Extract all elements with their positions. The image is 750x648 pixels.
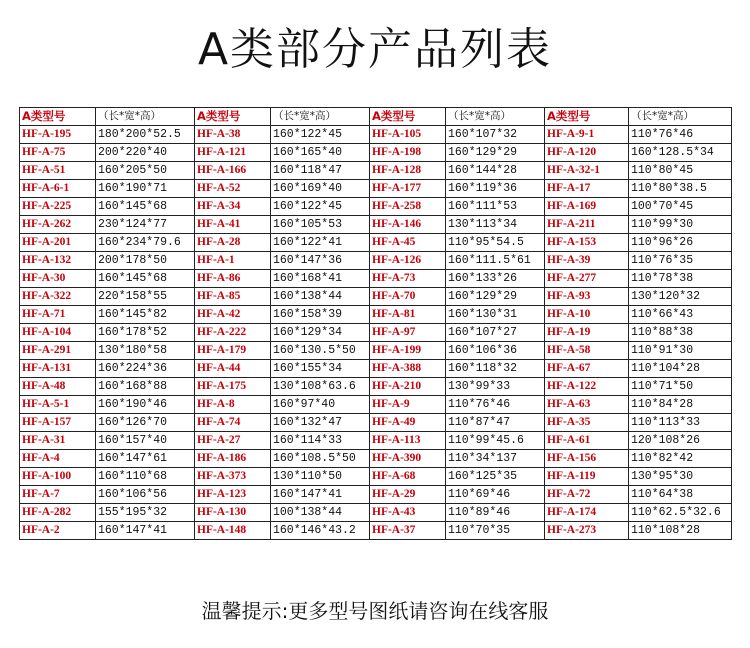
model-cell: HF-A-258 (370, 198, 446, 216)
model-cell: HF-A-132 (20, 252, 96, 270)
size-cell: 160*122*41 (271, 234, 370, 252)
size-cell: 160*122*45 (271, 126, 370, 144)
size-cell: 160*147*41 (96, 522, 195, 540)
model-cell: HF-A-67 (545, 360, 629, 378)
model-cell: HF-A-123 (195, 486, 271, 504)
size-cell: 110*91*30 (629, 342, 732, 360)
model-cell: HF-A-52 (195, 180, 271, 198)
contact-tip: 温馨提示:更多型号图纸请咨询在线客服 (201, 599, 549, 623)
model-cell: HF-A-211 (545, 216, 629, 234)
size-cell: 160*190*71 (96, 180, 195, 198)
model-cell: HF-A-72 (545, 486, 629, 504)
size-cell: 160*147*61 (96, 450, 195, 468)
model-cell: HF-A-71 (20, 306, 96, 324)
model-cell: HF-A-8 (195, 396, 271, 414)
size-cell: 160*205*50 (96, 162, 195, 180)
model-cell: HF-A-122 (545, 378, 629, 396)
model-cell: HF-A-210 (370, 378, 446, 396)
model-cell: HF-A-44 (195, 360, 271, 378)
header-model: A类型号 (20, 108, 96, 126)
size-cell: 160*133*26 (446, 270, 545, 288)
model-cell: HF-A-199 (370, 342, 446, 360)
header-size: （长*宽*高） (271, 108, 370, 126)
header-model: A类型号 (545, 108, 629, 126)
model-cell: HF-A-43 (370, 504, 446, 522)
model-cell: HF-A-51 (20, 162, 96, 180)
table-header-row (20, 108, 732, 126)
model-cell: HF-A-31 (20, 432, 96, 450)
model-cell: HF-A-156 (545, 450, 629, 468)
size-cell: 160*165*40 (271, 144, 370, 162)
model-cell: HF-A-179 (195, 342, 271, 360)
model-cell: HF-A-225 (20, 198, 96, 216)
model-cell: HF-A-28 (195, 234, 271, 252)
size-cell: 110*71*50 (629, 378, 732, 396)
size-cell: 160*122*45 (271, 198, 370, 216)
table-row (20, 414, 732, 432)
table-row (20, 234, 732, 252)
model-cell: HF-A-198 (370, 144, 446, 162)
model-cell: HF-A-38 (195, 126, 271, 144)
size-cell: 130*180*58 (96, 342, 195, 360)
size-cell: 160*111*53 (446, 198, 545, 216)
size-cell: 110*108*28 (629, 522, 732, 540)
size-cell: 160*125*35 (446, 468, 545, 486)
size-cell: 110*69*46 (446, 486, 545, 504)
model-cell: HF-A-177 (370, 180, 446, 198)
size-cell: 110*76*46 (446, 396, 545, 414)
table-row (20, 342, 732, 360)
model-cell: HF-A-70 (370, 288, 446, 306)
model-cell: HF-A-148 (195, 522, 271, 540)
model-cell: HF-A-322 (20, 288, 96, 306)
size-cell: 110*66*43 (629, 306, 732, 324)
size-cell: 110*78*38 (629, 270, 732, 288)
size-cell: 160*129*29 (446, 288, 545, 306)
model-cell: HF-A-282 (20, 504, 96, 522)
size-cell: 160*106*56 (96, 486, 195, 504)
model-cell: HF-A-41 (195, 216, 271, 234)
model-cell: HF-A-42 (195, 306, 271, 324)
model-cell: HF-A-27 (195, 432, 271, 450)
table-row (20, 468, 732, 486)
model-cell: HF-A-97 (370, 324, 446, 342)
table-row (20, 432, 732, 450)
size-cell: 110*62.5*32.6 (629, 504, 732, 522)
model-cell: HF-A-6-1 (20, 180, 96, 198)
size-cell: 160*130.5*50 (271, 342, 370, 360)
size-cell: 110*104*28 (629, 360, 732, 378)
model-cell: HF-A-32-1 (545, 162, 629, 180)
model-cell: HF-A-388 (370, 360, 446, 378)
size-cell: 160*106*36 (446, 342, 545, 360)
model-cell: HF-A-153 (545, 234, 629, 252)
model-cell: HF-A-195 (20, 126, 96, 144)
model-cell: HF-A-128 (370, 162, 446, 180)
size-cell: 160*224*36 (96, 360, 195, 378)
size-cell: 110*80*45 (629, 162, 732, 180)
model-cell: HF-A-68 (370, 468, 446, 486)
size-cell: 160*234*79.6 (96, 234, 195, 252)
size-cell: 110*99*30 (629, 216, 732, 234)
size-cell: 110*34*137 (446, 450, 545, 468)
model-cell: HF-A-9-1 (545, 126, 629, 144)
size-cell: 160*129*29 (446, 144, 545, 162)
model-cell: HF-A-100 (20, 468, 96, 486)
size-cell: 160*169*40 (271, 180, 370, 198)
size-cell: 110*88*38 (629, 324, 732, 342)
table-row (20, 396, 732, 414)
table-row (20, 144, 732, 162)
size-cell: 110*80*38.5 (629, 180, 732, 198)
model-cell: HF-A-30 (20, 270, 96, 288)
table-row (20, 378, 732, 396)
size-cell: 130*99*33 (446, 378, 545, 396)
size-cell: 160*178*52 (96, 324, 195, 342)
model-cell: HF-A-34 (195, 198, 271, 216)
size-cell: 160*118*32 (446, 360, 545, 378)
model-cell: HF-A-119 (545, 468, 629, 486)
model-cell: HF-A-5-1 (20, 396, 96, 414)
model-cell: HF-A-93 (545, 288, 629, 306)
model-cell: HF-A-49 (370, 414, 446, 432)
model-cell: HF-A-85 (195, 288, 271, 306)
size-cell: 160*147*36 (271, 252, 370, 270)
model-cell: HF-A-113 (370, 432, 446, 450)
table-row (20, 522, 732, 540)
size-cell: 110*95*54.5 (446, 234, 545, 252)
table-row (20, 216, 732, 234)
table-row (20, 306, 732, 324)
model-cell: HF-A-291 (20, 342, 96, 360)
table-row (20, 486, 732, 504)
size-cell: 160*147*41 (271, 486, 370, 504)
model-cell: HF-A-390 (370, 450, 446, 468)
size-cell: 110*70*35 (446, 522, 545, 540)
size-cell: 160*145*68 (96, 270, 195, 288)
size-cell: 110*87*47 (446, 414, 545, 432)
size-cell: 110*84*28 (629, 396, 732, 414)
size-cell: 160*145*68 (96, 198, 195, 216)
size-cell: 155*195*32 (96, 504, 195, 522)
header-model: A类型号 (370, 108, 446, 126)
model-cell: HF-A-58 (545, 342, 629, 360)
size-cell: 160*105*53 (271, 216, 370, 234)
table-row (20, 270, 732, 288)
product-table (19, 107, 732, 540)
size-cell: 130*120*32 (629, 288, 732, 306)
model-cell: HF-A-104 (20, 324, 96, 342)
model-cell: HF-A-186 (195, 450, 271, 468)
size-cell: 160*119*36 (446, 180, 545, 198)
size-cell: 160*130*31 (446, 306, 545, 324)
size-cell: 160*114*33 (271, 432, 370, 450)
table-row (20, 450, 732, 468)
size-cell: 220*158*55 (96, 288, 195, 306)
model-cell: HF-A-126 (370, 252, 446, 270)
size-cell: 160*157*40 (96, 432, 195, 450)
header-size: （长*宽*高） (96, 108, 195, 126)
model-cell: HF-A-9 (370, 396, 446, 414)
table-row (20, 180, 732, 198)
model-cell: HF-A-86 (195, 270, 271, 288)
model-cell: HF-A-146 (370, 216, 446, 234)
model-cell: HF-A-7 (20, 486, 96, 504)
size-cell: 160*145*82 (96, 306, 195, 324)
model-cell: HF-A-1 (195, 252, 271, 270)
size-cell: 160*155*34 (271, 360, 370, 378)
model-cell: HF-A-48 (20, 378, 96, 396)
model-cell: HF-A-39 (545, 252, 629, 270)
size-cell: 110*76*46 (629, 126, 732, 144)
model-cell: HF-A-277 (545, 270, 629, 288)
size-cell: 160*108.5*50 (271, 450, 370, 468)
model-cell: HF-A-63 (545, 396, 629, 414)
model-cell: HF-A-373 (195, 468, 271, 486)
size-cell: 160*118*47 (271, 162, 370, 180)
model-cell: HF-A-174 (545, 504, 629, 522)
size-cell: 160*168*41 (271, 270, 370, 288)
table-row (20, 126, 732, 144)
size-cell: 110*82*42 (629, 450, 732, 468)
size-cell: 160*146*43.2 (271, 522, 370, 540)
table-row (20, 162, 732, 180)
model-cell: HF-A-201 (20, 234, 96, 252)
model-cell: HF-A-273 (545, 522, 629, 540)
size-cell: 230*124*77 (96, 216, 195, 234)
size-cell: 180*200*52.5 (96, 126, 195, 144)
size-cell: 160*126*70 (96, 414, 195, 432)
table-row (20, 198, 732, 216)
size-cell: 200*178*50 (96, 252, 195, 270)
size-cell: 160*111.5*61 (446, 252, 545, 270)
size-cell: 130*95*30 (629, 468, 732, 486)
model-cell: HF-A-81 (370, 306, 446, 324)
table-row (20, 504, 732, 522)
size-cell: 160*168*88 (96, 378, 195, 396)
size-cell: 110*113*33 (629, 414, 732, 432)
model-cell: HF-A-74 (195, 414, 271, 432)
product-table-body (20, 108, 732, 540)
model-cell: HF-A-105 (370, 126, 446, 144)
size-cell: 110*96*26 (629, 234, 732, 252)
size-cell: 130*113*34 (446, 216, 545, 234)
model-cell: HF-A-130 (195, 504, 271, 522)
size-cell: 110*99*45.6 (446, 432, 545, 450)
size-cell: 130*108*63.6 (271, 378, 370, 396)
model-cell: HF-A-131 (20, 360, 96, 378)
header-model: A类型号 (195, 108, 271, 126)
model-cell: HF-A-37 (370, 522, 446, 540)
model-cell: HF-A-262 (20, 216, 96, 234)
size-cell: 200*220*40 (96, 144, 195, 162)
size-cell: 160*97*40 (271, 396, 370, 414)
header-size: （长*宽*高） (629, 108, 732, 126)
size-cell: 160*107*27 (446, 324, 545, 342)
model-cell: HF-A-157 (20, 414, 96, 432)
size-cell: 160*107*32 (446, 126, 545, 144)
table-row (20, 288, 732, 306)
model-cell: HF-A-175 (195, 378, 271, 396)
size-cell: 160*158*39 (271, 306, 370, 324)
page-title: A类部分产品列表 (197, 24, 553, 75)
model-cell: HF-A-29 (370, 486, 446, 504)
size-cell: 110*76*35 (629, 252, 732, 270)
model-cell: HF-A-2 (20, 522, 96, 540)
model-cell: HF-A-169 (545, 198, 629, 216)
table-row (20, 360, 732, 378)
header-size: （长*宽*高） (446, 108, 545, 126)
model-cell: HF-A-166 (195, 162, 271, 180)
size-cell: 160*144*28 (446, 162, 545, 180)
model-cell: HF-A-17 (545, 180, 629, 198)
model-cell: HF-A-61 (545, 432, 629, 450)
size-cell: 160*190*46 (96, 396, 195, 414)
size-cell: 160*110*68 (96, 468, 195, 486)
model-cell: HF-A-35 (545, 414, 629, 432)
model-cell: HF-A-75 (20, 144, 96, 162)
size-cell: 160*132*47 (271, 414, 370, 432)
model-cell: HF-A-19 (545, 324, 629, 342)
model-cell: HF-A-4 (20, 450, 96, 468)
model-cell: HF-A-73 (370, 270, 446, 288)
size-cell: 120*108*26 (629, 432, 732, 450)
model-cell: HF-A-120 (545, 144, 629, 162)
size-cell: 110*89*46 (446, 504, 545, 522)
table-row (20, 324, 732, 342)
size-cell: 110*64*38 (629, 486, 732, 504)
size-cell: 160*129*34 (271, 324, 370, 342)
table-row (20, 252, 732, 270)
size-cell: 100*138*44 (271, 504, 370, 522)
size-cell: 130*110*50 (271, 468, 370, 486)
model-cell: HF-A-45 (370, 234, 446, 252)
model-cell: HF-A-10 (545, 306, 629, 324)
size-cell: 160*128.5*34 (629, 144, 732, 162)
model-cell: HF-A-121 (195, 144, 271, 162)
size-cell: 100*70*45 (629, 198, 732, 216)
size-cell: 160*138*44 (271, 288, 370, 306)
model-cell: HF-A-222 (195, 324, 271, 342)
